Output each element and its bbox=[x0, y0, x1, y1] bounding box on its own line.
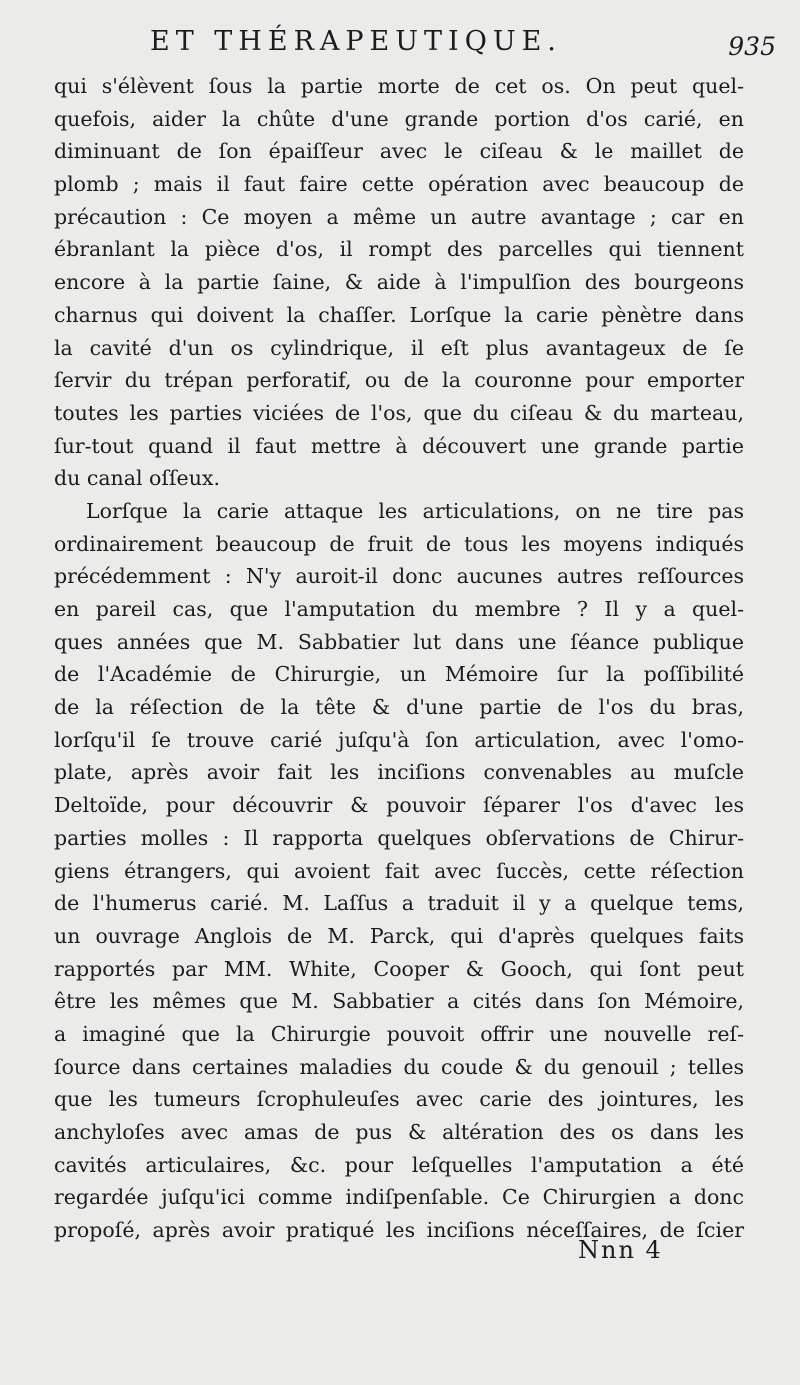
text-line: rapportés par MM. White, Cooper & Gooch, qui ſont peut bbox=[54, 956, 744, 981]
text-line: ſur-tout quand il faut mettre à découvert une grande partie bbox=[54, 433, 744, 458]
text-line: du canal oſſeux. bbox=[54, 466, 220, 491]
text-line: que les tumeurs ſcrophuleuſes avec carie des jointures, les bbox=[54, 1087, 744, 1112]
text-line: plate, après avoir fait les inciſions convenables au muſcle bbox=[54, 760, 744, 785]
text-line: anchyloſes avec amas de pus & altération des os dans les bbox=[54, 1120, 744, 1144]
running-title: ET THÉRAPEUTIQUE. bbox=[150, 26, 562, 57]
text-line: cavités articulaires, &c. pour leſquelles l'amputation a été bbox=[54, 1152, 744, 1177]
text-line: propoſé, après avoir pratiqué les inciſions néceſſaires, de ſcier bbox=[54, 1218, 744, 1243]
text-line: quefois, aider la chûte d'une grande portion d'os carié, en bbox=[54, 106, 744, 131]
text-line: précédemment : N'y auroit-il donc aucunes autres reſſources bbox=[54, 564, 744, 589]
text-line: ſervir du trépan perforatif, ou de la couronne pour emporter bbox=[54, 368, 744, 393]
text-line: charnus qui doivent la chaſſer. Lorſque la carie pènètre dans bbox=[54, 302, 744, 327]
text-line: de la réſection de la tête & d'une partie de l'os du bras, bbox=[54, 695, 744, 720]
text-line: de l'humerus carié. M. Laſſus a traduit il y a quelque tems, bbox=[54, 891, 744, 916]
text-line: a imaginé que la Chirurgie pouvoit offrir une nouvelle reſ- bbox=[54, 1021, 744, 1046]
text-line: de l'Académie de Chirurgie, un Mémoire ſur la poſſibilité bbox=[54, 662, 744, 687]
text-line: giens étrangers, qui avoient fait avec ſuccès, cette réſection bbox=[54, 858, 744, 883]
page-number: 935 bbox=[728, 32, 776, 61]
text-line: être les mêmes que M. Sabbatier a cités dans ſon Mémoire, bbox=[54, 989, 744, 1014]
text-line: encore à la partie ſaine, & aide à l'impulſion des bourgeons bbox=[54, 270, 744, 295]
text-line: ſource dans certaines maladies du coude & du genouil ; telles bbox=[54, 1054, 744, 1079]
text-line: la cavité d'un os cylindrique, il eſt plus avantageux de ſe bbox=[54, 335, 744, 360]
text-line: plomb ; mais il faut faire cette opération avec beaucoup de bbox=[54, 172, 744, 197]
text-line: regardée juſqu'ici comme indiſpenſable. Ce Chirurgien a donc bbox=[54, 1185, 744, 1210]
text-line: qui s'élèvent ſous la partie morte de cet os. On peut quel- bbox=[54, 74, 744, 98]
body-text bbox=[54, 70, 744, 1247]
page-header bbox=[0, 26, 800, 66]
text-line: un ouvrage Anglois de M. Parck, qui d'après quelques faits bbox=[54, 923, 744, 948]
text-line: précaution : Ce moyen a même un autre avantage ; car en bbox=[54, 204, 744, 229]
signature-mark: Nnn 4 bbox=[578, 1236, 663, 1264]
text-line: Deltoïde, pour découvrir & pouvoir ſéparer l'os d'avec les bbox=[54, 793, 744, 818]
text-line: lorſqu'il ſe trouve carié juſqu'à ſon articulation, avec l'omo- bbox=[54, 727, 744, 752]
text-line: toutes les parties viciées de l'os, que du ciſeau & du marteau, bbox=[54, 400, 744, 425]
text-line: ordinairement beaucoup de fruit de tous les moyens indiqués bbox=[54, 531, 744, 556]
text-line: en pareil cas, que l'amputation du membre ? Il y a quel- bbox=[54, 597, 744, 621]
text-line: Lorſque la carie attaque les articulations, on ne tire pas bbox=[86, 498, 744, 523]
text-line: ébranlant la pièce d'os, il rompt des parcelles qui tiennent bbox=[54, 237, 744, 262]
text-line: ques années que M. Sabbatier lut dans une ſéance publique bbox=[54, 629, 744, 654]
text-line: parties molles : Il rapporta quelques obſervations de Chirur- bbox=[54, 825, 744, 850]
text-line: diminuant de ſon épaiſſeur avec le ciſeau & le maillet de bbox=[54, 139, 744, 164]
